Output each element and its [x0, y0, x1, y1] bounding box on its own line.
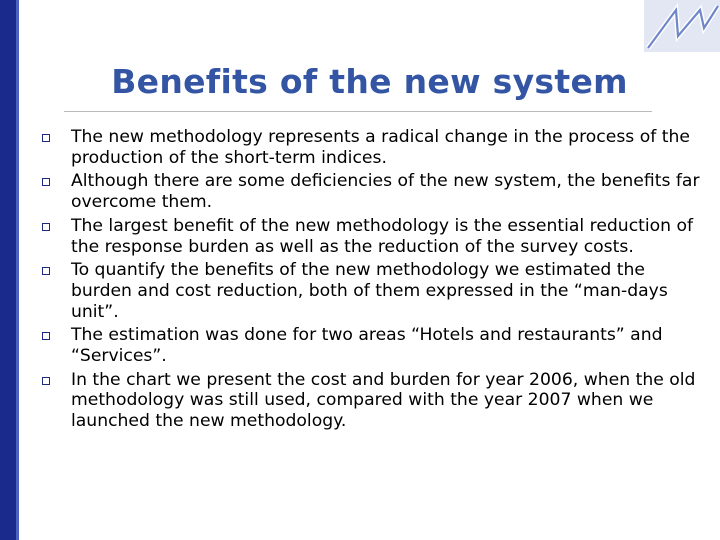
bullet-item	[40, 370, 700, 432]
bullet-item	[40, 325, 700, 366]
bottom-band	[19, 500, 720, 540]
bullet-item	[40, 260, 700, 322]
hollow-square-bullet-icon	[42, 134, 50, 142]
zigzag-logo-icon	[644, 0, 720, 52]
bullet-text: Although there are some deficiencies of the new system, the benefits far overcome them.	[71, 171, 700, 213]
bullet-list	[40, 127, 700, 435]
bullet-text: In the chart we present the cost and burden for year 2006, when the old methodology was still used, compared with the year 2007 when we launched the new methodology.	[71, 369, 696, 432]
bullet-text: To quantify the benefits of the new methodology we estimated the burden and cost reduction, both of them expressed in the “man-days unit”.	[71, 260, 668, 322]
hollow-square-bullet-icon	[42, 377, 50, 385]
hollow-square-bullet-icon	[42, 178, 50, 186]
bullet-text: The estimation was done for two areas “Hotels and restaurants” and “Services”.	[71, 325, 663, 367]
hollow-square-bullet-icon	[42, 267, 50, 275]
hollow-square-bullet-icon	[42, 223, 50, 231]
bullet-item	[40, 216, 700, 257]
bullet-item	[40, 127, 700, 168]
bullet-text: The largest benefit of the new methodology is the essential reduction of the response burden as well as the reduction of the survey costs.	[71, 215, 694, 257]
left-accent-bar	[0, 0, 19, 540]
slide-title: Benefits of the new system	[111, 62, 628, 101]
bullet-item	[40, 171, 700, 212]
title-divider	[64, 111, 652, 112]
hollow-square-bullet-icon	[42, 332, 50, 340]
bullet-text: The new methodology represents a radical change in the process of the production of the short-term indices.	[71, 127, 690, 168]
